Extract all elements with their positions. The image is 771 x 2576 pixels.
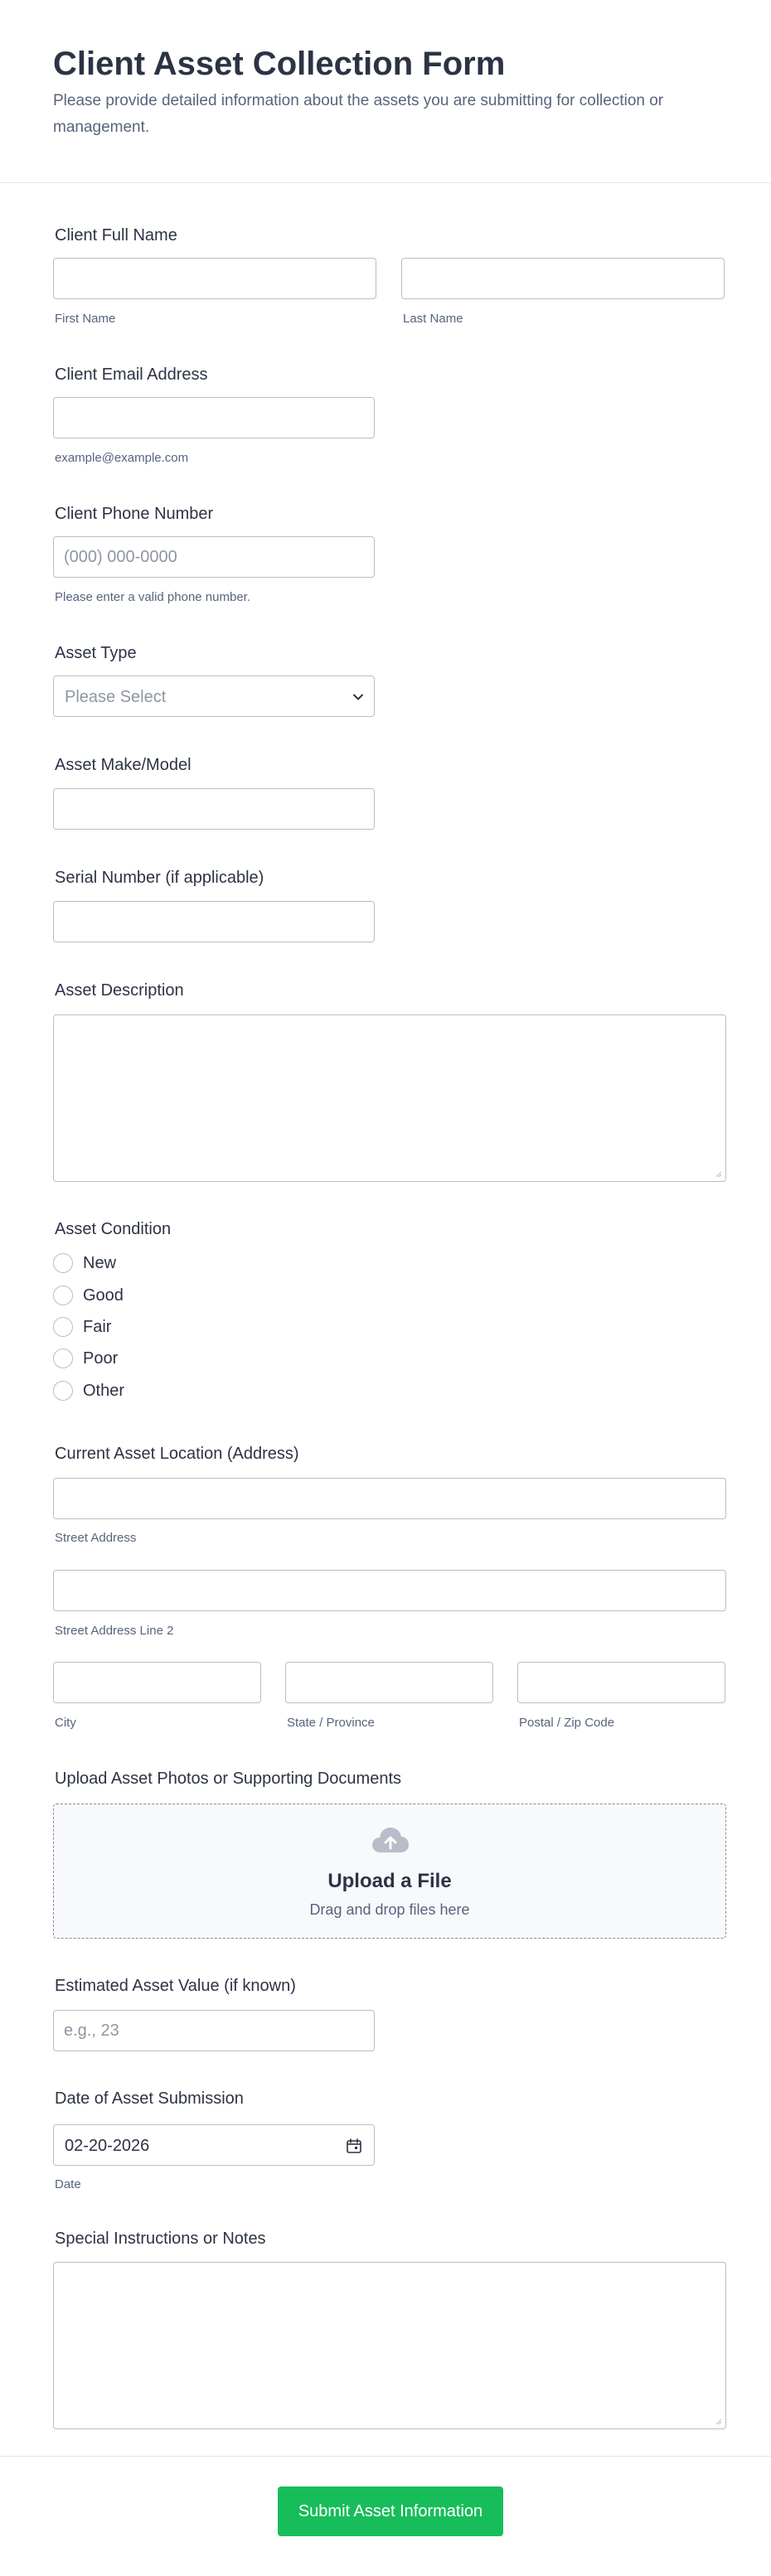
phone-label: Client Phone Number <box>55 505 214 523</box>
email-sublabel: example@example.com <box>55 451 189 465</box>
street-address-sublabel: Street Address <box>55 1531 137 1545</box>
asset-condition-label: Asset Condition <box>55 1220 172 1238</box>
asset-description-label: Asset Description <box>55 981 184 1000</box>
radio-label: Poor <box>83 1349 119 1368</box>
notes-textarea[interactable] <box>53 2262 726 2429</box>
submit-button[interactable]: Submit Asset Information <box>278 2486 503 2536</box>
asset-description-textarea[interactable] <box>53 1014 726 1182</box>
upload-label: Upload Asset Photos or Supporting Documents <box>55 1770 402 1788</box>
form-header <box>0 0 771 183</box>
upload-title: Upload a File <box>327 1870 452 1892</box>
phone-sublabel: Please enter a valid phone number. <box>55 590 250 604</box>
radio-label: Other <box>83 1382 125 1400</box>
zip-sublabel: Postal / Zip Code <box>519 1716 615 1730</box>
first-name-sublabel: First Name <box>55 312 116 326</box>
last-name-input[interactable] <box>401 258 725 299</box>
radio-label: Good <box>83 1286 124 1305</box>
chevron-down-icon <box>352 691 364 703</box>
state-input[interactable] <box>285 1662 493 1703</box>
street-address-line2-input[interactable] <box>53 1570 726 1611</box>
upload-subtitle: Drag and drop files here <box>309 1901 470 1918</box>
radio-circle[interactable] <box>53 1317 73 1337</box>
notes-label: Special Instructions or Notes <box>55 2230 266 2248</box>
radio-circle[interactable] <box>53 1349 73 1368</box>
estimated-value-label: Estimated Asset Value (if known) <box>55 1977 296 1995</box>
email-input[interactable] <box>53 397 375 438</box>
street-address-input[interactable] <box>53 1478 726 1519</box>
serial-number-input[interactable] <box>53 901 375 942</box>
footer-divider <box>0 2456 771 2457</box>
full-name-label: Client Full Name <box>55 226 177 245</box>
asset-type-label: Asset Type <box>55 644 137 662</box>
resize-handle-icon[interactable] <box>714 1169 722 1178</box>
asset-location-label: Current Asset Location (Address) <box>55 1445 299 1463</box>
resize-handle-icon[interactable] <box>714 2417 722 2425</box>
asset-type-selected-value: Please Select <box>65 688 167 706</box>
street-address-line2-sublabel: Street Address Line 2 <box>55 1624 174 1638</box>
radio-circle[interactable] <box>53 1253 73 1273</box>
date-sublabel: Date <box>55 2177 81 2191</box>
radio-label: New <box>83 1254 117 1272</box>
calendar-icon[interactable] <box>346 2138 362 2154</box>
zip-input[interactable] <box>517 1662 725 1703</box>
radio-circle[interactable] <box>53 1381 73 1401</box>
make-model-input[interactable] <box>53 788 375 830</box>
radio-label: Fair <box>83 1318 112 1336</box>
email-label: Client Email Address <box>55 366 208 384</box>
form-title: Client Asset Collection Form <box>53 46 506 82</box>
radio-circle[interactable] <box>53 1286 73 1305</box>
date-value: 02-20-2026 <box>65 2137 150 2155</box>
first-name-input[interactable] <box>53 258 376 299</box>
last-name-sublabel: Last Name <box>403 312 463 326</box>
city-input[interactable] <box>53 1662 261 1703</box>
estimated-value-input[interactable] <box>53 2010 375 2051</box>
state-sublabel: State / Province <box>287 1716 375 1730</box>
city-sublabel: City <box>55 1716 76 1730</box>
phone-input[interactable] <box>53 536 375 578</box>
submission-date-label: Date of Asset Submission <box>55 2089 244 2108</box>
form-description: Please provide detailed information about the assets you are submitting for collection or management. <box>53 92 664 136</box>
asset-type-select[interactable] <box>53 675 375 717</box>
cloud-upload-icon <box>371 1824 410 1857</box>
file-upload-dropzone[interactable] <box>53 1804 726 1939</box>
submission-date-input[interactable] <box>53 2124 375 2166</box>
serial-number-label: Serial Number (if applicable) <box>55 869 264 887</box>
make-model-label: Asset Make/Model <box>55 756 192 774</box>
